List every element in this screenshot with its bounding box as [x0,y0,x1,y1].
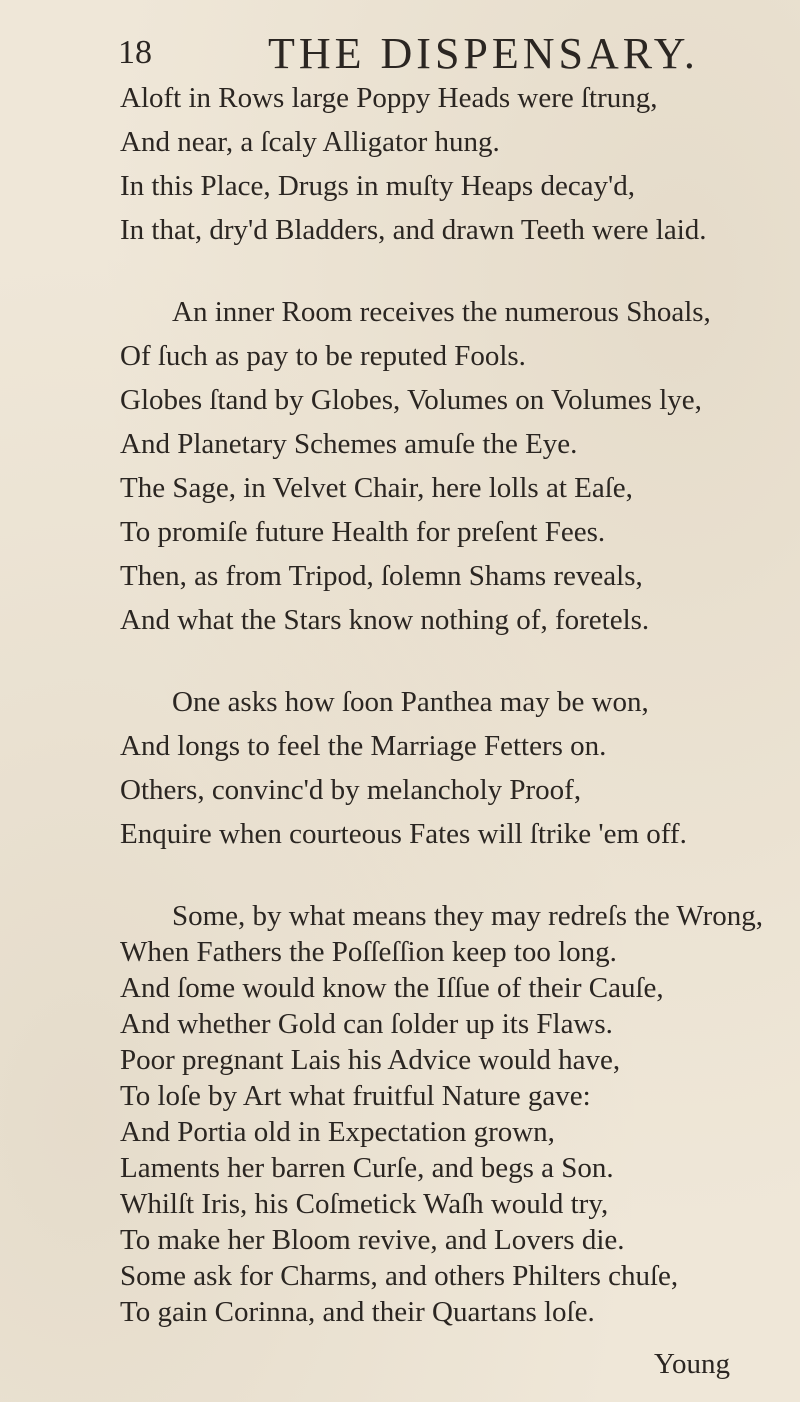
verse-line: The Sage, in Velvet Chair, here lolls at Eaſe, [120,472,633,504]
verse-line: An inner Room receives the numerous Shoals, [172,296,711,328]
verse-line: Of ſuch as pay to be reputed Fools. [120,340,526,372]
verse-line: To gain Corinna, and their Quartans loſe. [120,1296,595,1328]
running-title: THE DISPENSARY. [268,29,699,78]
verse-line: And whether Gold can ſolder up its Flaws. [120,1008,613,1040]
verse-line: To make her Bloom revive, and Lovers die. [120,1224,625,1256]
verse-line: Laments her barren Curſe, and begs a Son. [120,1152,614,1184]
verse-line: Some, by what means they may redreſs the Wrong, [172,900,764,932]
verse-line: And near, a ſcaly Alligator hung. [120,126,500,158]
verse-line: Poor pregnant Lais his Advice would have, [120,1044,621,1076]
verse-line: To loſe by Art what fruitful Nature gave: [120,1080,591,1112]
running-head [0,28,800,88]
verse-line: Enquire when courteous Fates will ſtrike 'em off. [120,818,687,850]
verse-line: When Fathers the Poſſeſſion keep too long. [120,936,617,968]
verse-line: And longs to feel the Marriage Fetters on. [120,730,607,762]
verse-line: In that, dry'd Bladders, and drawn Teeth were laid. [120,214,707,246]
verse-line: To promiſe future Health for preſent Fees. [120,516,606,548]
verse-line: In this Place, Drugs in muſty Heaps decay'd, [120,170,636,202]
verse-line: Whilſt Iris, his Coſmetick Waſh would try, [120,1188,609,1220]
page-number: 18 [118,34,152,71]
verse-line: Some ask for Charms, and others Philters chuſe, [120,1260,679,1292]
verse-line: Aloft in Rows large Poppy Heads were ſtrung, [120,82,658,114]
verse-line: And what the Stars know nothing of, foretels. [120,604,650,636]
verse-line: One asks how ſoon Panthea may be won, [172,686,649,718]
catchword: Young [654,1348,731,1380]
verse-line: Globes ſtand by Globes, Volumes on Volumes lye, [120,384,702,416]
verse-line: And Planetary Schemes amuſe the Eye. [120,428,578,460]
verse-line: And Portia old in Expectation grown, [120,1116,555,1148]
verse-line: Others, convinc'd by melancholy Proof, [120,774,582,806]
verse-line: Then, as from Tripod, ſolemn Shams reveals, [120,560,643,592]
verse-line: And ſome would know the Iſſue of their Cauſe, [120,972,664,1004]
